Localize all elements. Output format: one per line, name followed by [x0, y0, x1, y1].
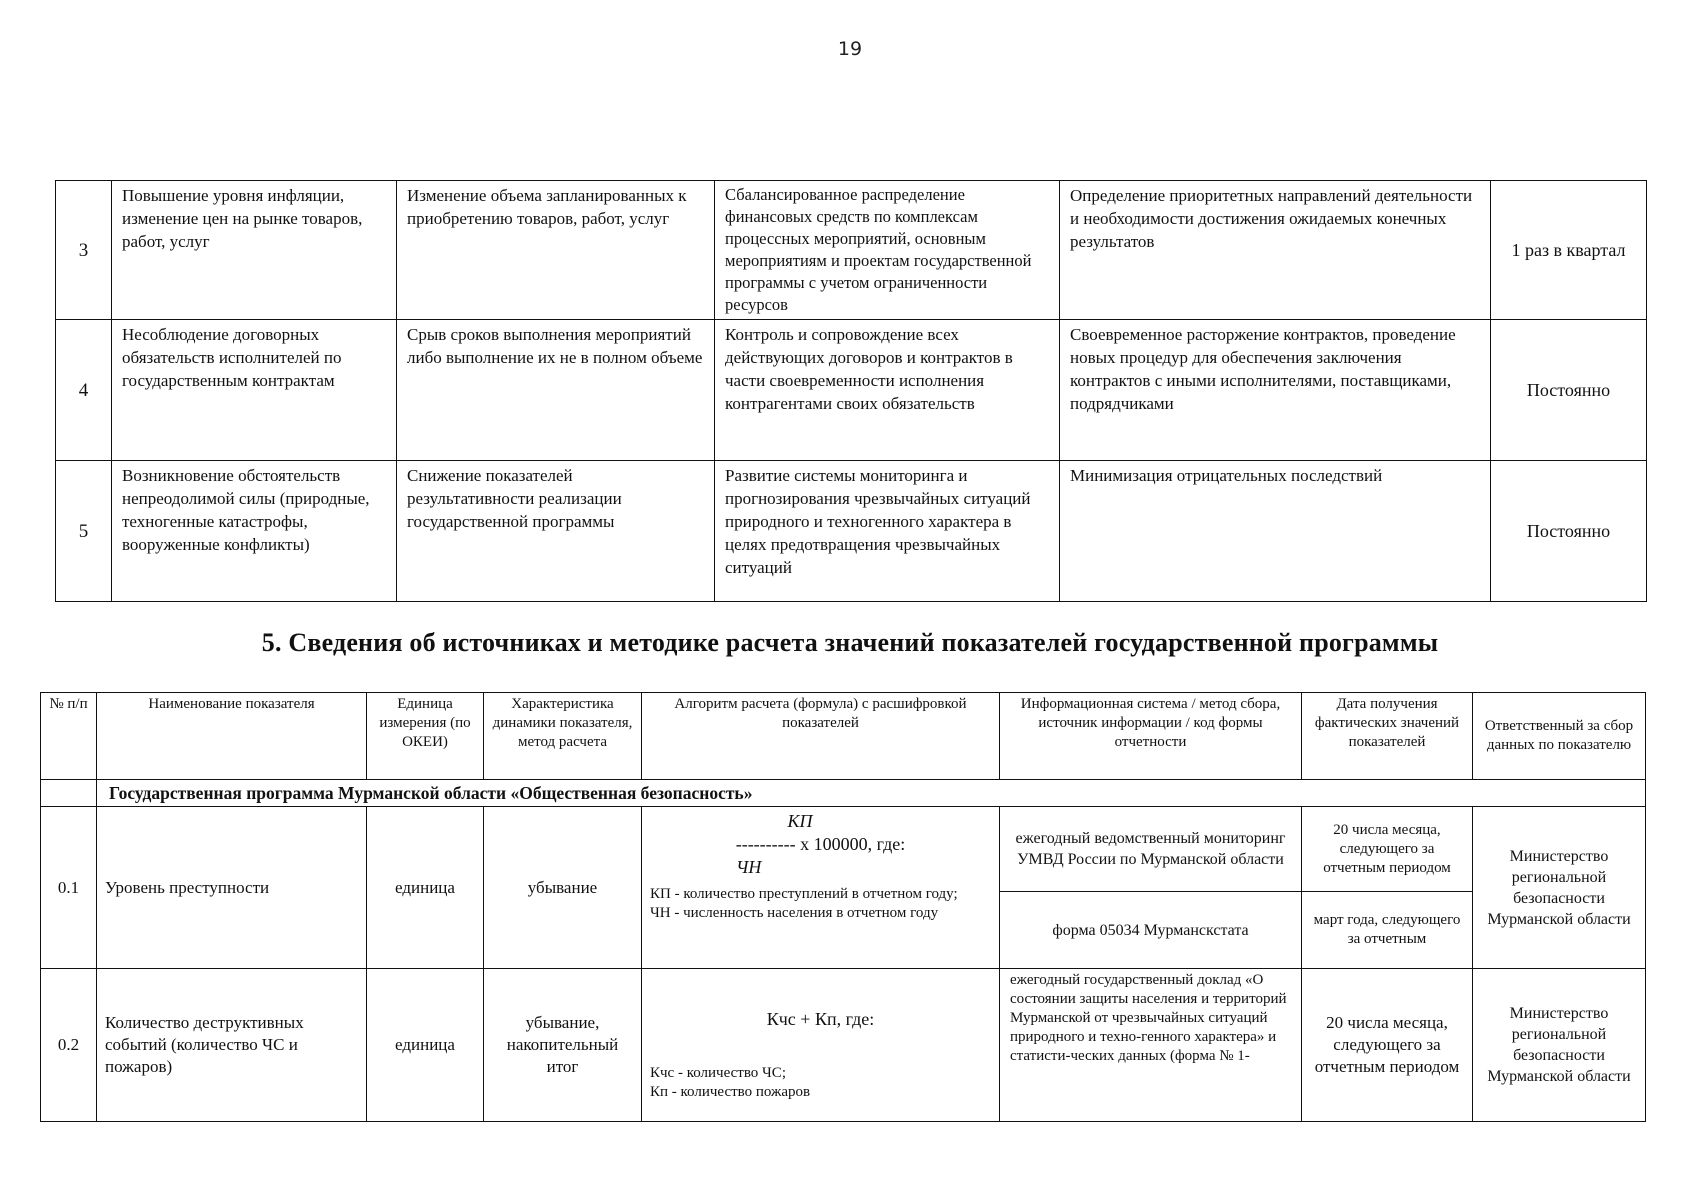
risk-description: Повышение уровня инфляции, изменение цен на рынке товаров, работ, услуг: [112, 181, 397, 320]
formula-denominator: ЧН: [736, 857, 762, 877]
section-title: 5. Сведения об источниках и методике расчета значений показателей государственной программы: [261, 628, 1439, 657]
risk-consequence: Изменение объема запланированных к приобретению товаров, работ, услуг: [397, 181, 715, 320]
risk-row: [56, 461, 1647, 602]
formula-description: КП - количество преступлений в отчетном году;: [650, 886, 958, 902]
header-responsible: Ответственный за сбор данных по показателю: [1473, 693, 1646, 780]
page-number: 19: [837, 38, 863, 60]
indicator-date: март года, следующего за отчетным: [1302, 892, 1473, 969]
indicator-responsible: Министерство региональной безопасности Мурманской области: [1473, 807, 1646, 969]
indicator-formula: [642, 807, 1000, 969]
risk-number: 4: [56, 320, 112, 461]
risk-consequence: Срыв сроков выполнения мероприятий либо выполнение их не в полном объеме: [397, 320, 715, 461]
indicator-number: 0.1: [41, 807, 97, 969]
indicator-row: [41, 969, 1646, 1122]
program-row: [41, 780, 1646, 807]
indicator-number: 0.2: [41, 969, 97, 1122]
indicator-source: ежегодный ведомственный мониторинг УМВД России по Мурманской области: [1000, 807, 1302, 892]
indicator-unit: единица: [367, 969, 484, 1122]
indicator-name: Уровень преступности: [97, 807, 367, 969]
header-formula: Алгоритм расчета (формула) с расшифровкой показателей: [642, 693, 1000, 780]
risk-description: Несоблюдение договорных обязательств исполнителей по государственным контрактам: [112, 320, 397, 461]
header-unit: Единица измерения (по ОКЕИ): [367, 693, 484, 780]
formula-line: ---------- х 100000, где:: [735, 834, 906, 854]
risk-description: Возникновение обстоятельств непреодолимой силы (природные, техногенные катастрофы, вооруженные конфликты): [112, 461, 397, 602]
risk-row: [56, 181, 1647, 320]
formula-line: Кчс + Кп, где:: [766, 1009, 875, 1029]
indicator-source: ежегодный государственный доклад «О состоянии защиты населения и территорий Мурманской от чрезвычайных ситуаций природного и техно-генного характера» и статисти-ческих данных (форма № 1-: [1000, 969, 1302, 1122]
risk-frequency: Постоянно: [1491, 320, 1647, 461]
header-dynamics: Характеристика динамики показателя, метод расчета: [484, 693, 642, 780]
risk-result: Определение приоритетных направлений деятельности и необходимости достижения ожидаемых конечных результатов: [1060, 181, 1491, 320]
indicator-source: форма 05034 Мурманскстата: [1000, 892, 1302, 969]
indicator-dynamics: убывание, накопительный итог: [484, 969, 642, 1122]
indicator-header-row: [41, 693, 1646, 780]
risk-measures: Контроль и сопровождение всех действующих договоров и контрактов в части своевременности исполнения контрагентами своих обязательств: [715, 320, 1060, 461]
risk-measures: Развитие системы мониторинга и прогнозирования чрезвычайных ситуаций природного и техногенного характера в целях предотвращения чрезвычайных ситуаций: [715, 461, 1060, 602]
indicator-table: [40, 692, 1646, 1122]
risk-consequence: Снижение показателей результативности реализации государственной программы: [397, 461, 715, 602]
header-date: Дата получения фактических значений показателей: [1302, 693, 1473, 780]
indicator-dynamics: убывание: [484, 807, 642, 969]
formula-numerator: КП: [787, 811, 813, 831]
risk-number: 5: [56, 461, 112, 602]
header-name: Наименование показателя: [97, 693, 367, 780]
program-title: Государственная программа Мурманской области «Общественная безопасность»: [97, 780, 1646, 807]
risk-row: [56, 320, 1647, 461]
risk-number: 3: [56, 181, 112, 320]
risk-frequency: Постоянно: [1491, 461, 1647, 602]
risk-measures: Сбалансированное распределение финансовых средств по комплексам процессных мероприятий, основным мероприятиям и проектам государственной программы с учетом ограниченности ресурсов: [715, 181, 1060, 320]
indicator-formula: [642, 969, 1000, 1122]
indicator-responsible: Министерство региональной безопасности Мурманской области: [1473, 969, 1646, 1122]
header-number: № п/п: [41, 693, 97, 780]
formula-description: ЧН - численность населения в отчетном году: [650, 905, 939, 921]
indicator-date: 20 числа месяца, следующего за отчетным периодом: [1302, 807, 1473, 892]
indicator-unit: единица: [367, 807, 484, 969]
risk-result: Минимизация отрицательных последствий: [1060, 461, 1491, 602]
header-source: Информационная система / метод сбора, источник информации / код формы отчетности: [1000, 693, 1302, 780]
indicator-row: [41, 807, 1646, 892]
risk-result: Своевременное расторжение контрактов, проведение новых процедур для обеспечения заключения контрактов с иными исполнителями, поставщиками, подрядчиками: [1060, 320, 1491, 461]
risk-table: [55, 180, 1647, 602]
indicator-name: Количество деструктивных событий (количество ЧС и пожаров): [97, 969, 367, 1122]
formula-description: Кчс - количество ЧС;: [650, 1065, 786, 1081]
risk-frequency: 1 раз в квартал: [1491, 181, 1647, 320]
formula-description: Кп - количество пожаров: [650, 1084, 811, 1100]
indicator-date: 20 числа месяца, следующего за отчетным периодом: [1302, 969, 1473, 1122]
